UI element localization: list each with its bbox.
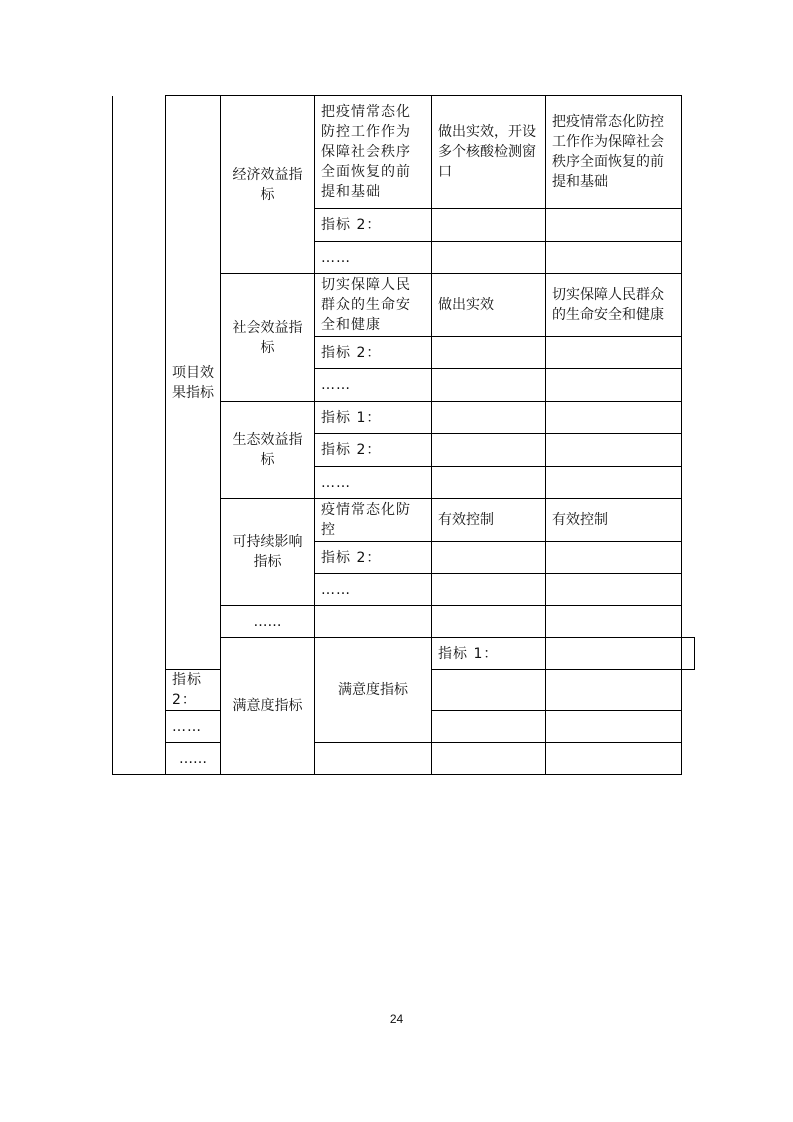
indicator-cell: 指标 1： — [432, 638, 546, 670]
target-cell — [432, 209, 546, 242]
subcategory-label-more: …… — [166, 743, 221, 775]
target-cell — [432, 467, 546, 499]
indicator-cell — [315, 743, 432, 775]
actual-cell — [546, 574, 682, 606]
indicator-cell: 疫情常态化防控 — [315, 499, 432, 542]
category-label-satisfaction: 满意度指标 — [221, 638, 315, 775]
subcategory-label-social: 社会效益指标 — [221, 274, 315, 402]
target-cell: 做出实效，开设多个核酸检测窗口 — [432, 96, 546, 209]
target-cell: 有效控制 — [432, 499, 546, 542]
category-label-effect: 项目效果指标 — [166, 96, 221, 670]
actual-cell — [546, 542, 682, 574]
actual-cell — [546, 711, 682, 743]
indicator-cell: 指标 2： — [315, 542, 432, 574]
target-cell — [432, 670, 546, 711]
target-cell — [432, 369, 546, 402]
indicator-cell: 指标 2： — [315, 434, 432, 467]
target-cell — [432, 542, 546, 574]
actual-cell — [546, 743, 682, 775]
actual-cell: 有效控制 — [546, 499, 682, 542]
target-cell — [432, 711, 546, 743]
actual-cell — [546, 434, 682, 467]
subcategory-label-sustainable: 可持续影响指标 — [221, 499, 315, 606]
target-cell — [432, 743, 546, 775]
actual-cell: 切实保障人民群众的生命安全和健康 — [546, 274, 682, 337]
target-cell — [432, 434, 546, 467]
indicator-cell: 指标 2： — [166, 670, 221, 711]
indicator-cell: 切实保障人民群众的生命安全和健康 — [315, 274, 432, 337]
target-cell — [432, 242, 546, 274]
page-number: 24 — [389, 1012, 404, 1026]
actual-cell — [546, 670, 682, 711]
target-cell — [432, 606, 546, 638]
table-row — [113, 96, 695, 209]
table-row — [113, 743, 695, 775]
indicator-cell: 把疫情常态化防控工作作为保障社会秩序全面恢复的前提和基础 — [315, 96, 432, 209]
target-cell: 做出实效 — [432, 274, 546, 337]
target-cell — [432, 574, 546, 606]
indicator-cell: …… — [315, 242, 432, 274]
target-cell — [546, 638, 682, 670]
actual-cell — [546, 606, 682, 638]
indicator-cell: 指标 2： — [315, 209, 432, 242]
left-blank-column — [113, 96, 166, 775]
subcategory-label-ecological: 生态效益指标 — [221, 402, 315, 499]
indicator-cell: …… — [315, 369, 432, 402]
indicator-cell: …… — [166, 711, 221, 743]
actual-cell — [546, 402, 682, 434]
performance-indicator-table — [112, 95, 695, 775]
indicator-cell: …… — [315, 574, 432, 606]
actual-cell — [546, 242, 682, 274]
target-cell — [432, 337, 546, 369]
indicator-cell: 指标 2： — [315, 337, 432, 369]
actual-cell — [546, 369, 682, 402]
indicator-cell — [315, 606, 432, 638]
target-cell — [432, 402, 546, 434]
subcategory-label-economic: 经济效益指标 — [221, 96, 315, 274]
actual-cell — [546, 209, 682, 242]
indicator-cell: …… — [315, 467, 432, 499]
actual-cell: 把疫情常态化防控工作作为保障社会秩序全面恢复的前提和基础 — [546, 96, 682, 209]
actual-cell — [546, 337, 682, 369]
actual-cell — [546, 467, 682, 499]
subcategory-label-more: …… — [221, 606, 315, 638]
actual-cell — [682, 638, 695, 670]
subcategory-label-satisfaction: 满意度指标 — [315, 638, 432, 743]
indicator-cell: 指标 1： — [315, 402, 432, 434]
